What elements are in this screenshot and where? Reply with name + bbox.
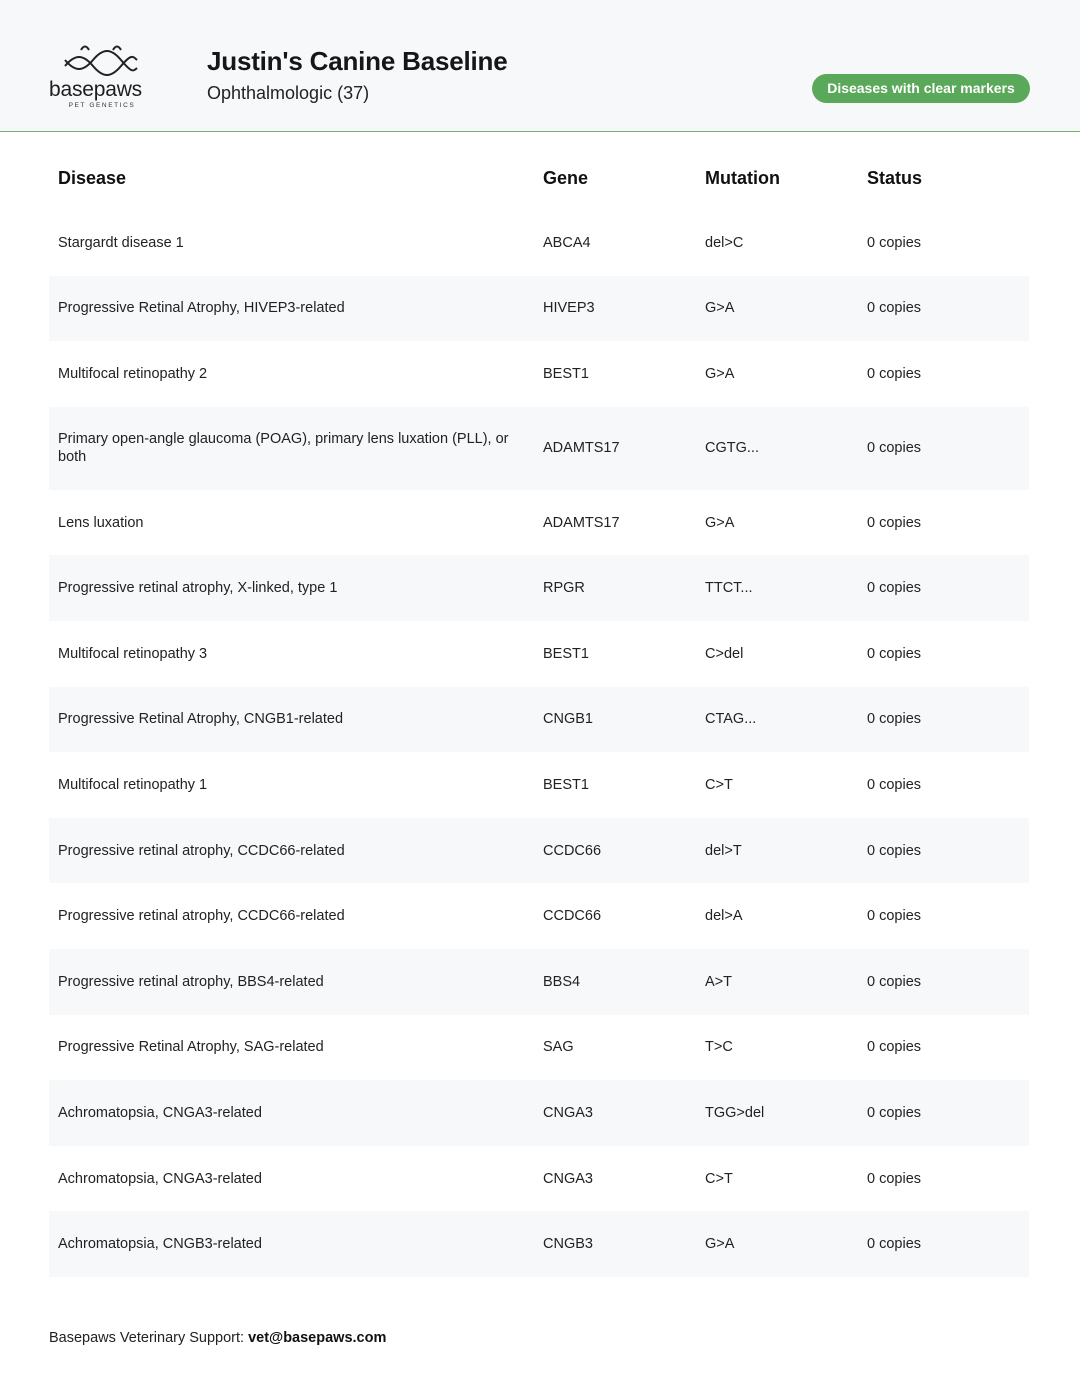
- gene-cell: CNGB3: [543, 1236, 593, 1253]
- gene-cell: BEST1: [543, 365, 589, 382]
- mutation-cell: A>T: [705, 973, 732, 990]
- brand-name: basepaws: [49, 78, 142, 101]
- disease-cell: Stargardt disease 1: [58, 234, 184, 251]
- disease-cell: Progressive retinal atrophy, BBS4-related: [58, 973, 324, 990]
- status-cell: 0 copies: [867, 776, 922, 793]
- table-row: [49, 949, 1029, 1015]
- status-cell: 0 copies: [867, 514, 922, 531]
- mutation-cell: C>T: [705, 1170, 733, 1187]
- disease-cell: Progressive retinal atrophy, X-linked, type 1: [58, 580, 338, 597]
- gene-cell: ADAMTS17: [543, 440, 620, 457]
- mutation-cell: G>A: [705, 365, 735, 382]
- table-row: [49, 752, 1029, 818]
- disease-table: [49, 150, 1029, 1277]
- mutation-cell: G>A: [705, 1236, 735, 1253]
- gene-cell: CNGA3: [543, 1104, 593, 1121]
- disease-cell: Progressive Retinal Atrophy, SAG-related: [58, 1039, 324, 1056]
- disease-cell: Progressive Retinal Atrophy, CNGB1-related: [58, 711, 344, 728]
- mutation-cell: del>C: [705, 234, 744, 251]
- gene-cell: CNGA3: [543, 1170, 593, 1187]
- mutation-cell: T>C: [705, 1039, 733, 1056]
- gene-cell: HIVEP3: [543, 300, 595, 317]
- status-cell: 0 copies: [867, 234, 922, 251]
- disease-cell: Lens luxation: [58, 514, 144, 531]
- brand-logo: [49, 42, 157, 112]
- disease-cell: Progressive retinal atrophy, CCDC66-related: [58, 842, 345, 859]
- gene-cell: ABCA4: [543, 234, 591, 251]
- table-row: [49, 1015, 1029, 1081]
- status-cell: 0 copies: [867, 580, 922, 597]
- table-row: [49, 687, 1029, 753]
- table-row: [49, 341, 1029, 407]
- status-cell: 0 copies: [867, 440, 922, 457]
- table-body: [49, 210, 1029, 1277]
- mutation-cell: C>T: [705, 776, 733, 793]
- brand-tagline: PET GENETICS: [68, 102, 136, 109]
- support-footer: [49, 1330, 386, 1346]
- status-cell: 0 copies: [867, 300, 922, 317]
- gene-cell: CCDC66: [543, 908, 602, 925]
- mutation-cell: G>A: [705, 300, 735, 317]
- disease-cell: Achromatopsia, CNGA3-related: [58, 1104, 262, 1121]
- status-cell: 0 copies: [867, 645, 922, 662]
- mutation-cell: TGG>del: [705, 1104, 765, 1121]
- disease-cell: Progressive Retinal Atrophy, HIVEP3-related: [58, 300, 345, 317]
- table-row: [49, 1080, 1029, 1146]
- mutation-cell: CGTG...: [705, 440, 759, 457]
- mutation-cell: del>A: [705, 908, 743, 925]
- status-cell: 0 copies: [867, 1170, 922, 1187]
- status-cell: 0 copies: [867, 1039, 922, 1056]
- gene-cell: BBS4: [543, 973, 581, 990]
- mutation-cell: G>A: [705, 514, 735, 531]
- status-cell: 0 copies: [867, 908, 922, 925]
- table-row: [49, 490, 1029, 556]
- table-row: [49, 276, 1029, 342]
- support-email-link[interactable]: vet@basepaws.com: [248, 1330, 387, 1346]
- disease-cell: Achromatopsia, CNGB3-related: [58, 1236, 262, 1253]
- header-gene: Gene: [543, 168, 589, 188]
- page-subtitle: Ophthalmologic (37): [207, 83, 370, 103]
- disease-cell: Achromatopsia, CNGA3-related: [58, 1170, 262, 1187]
- table-header: [49, 150, 1029, 210]
- gene-cell: CCDC66: [543, 842, 602, 859]
- mutation-cell: CTAG...: [705, 711, 757, 728]
- gene-cell: ADAMTS17: [543, 514, 620, 531]
- dna-cat-icon: [63, 42, 139, 76]
- table-row: [49, 621, 1029, 687]
- category-badge[interactable]: Diseases with clear markers: [812, 74, 1030, 103]
- disease-cell: Multifocal retinopathy 2: [58, 365, 208, 382]
- report-header: [0, 0, 1080, 132]
- support-label: Basepaws Veterinary Support:: [49, 1330, 249, 1346]
- status-cell: 0 copies: [867, 365, 922, 382]
- gene-cell: RPGR: [543, 580, 585, 597]
- gene-cell: BEST1: [543, 645, 589, 662]
- status-cell: 0 copies: [867, 1104, 922, 1121]
- gene-cell: CNGB1: [543, 711, 593, 728]
- mutation-cell: TTCT...: [705, 580, 753, 597]
- page-title: Justin's Canine Baseline: [207, 46, 508, 76]
- table-row: [49, 555, 1029, 621]
- table-row: [49, 818, 1029, 884]
- mutation-cell: C>del: [705, 645, 744, 662]
- gene-cell: SAG: [543, 1039, 574, 1056]
- status-cell: 0 copies: [867, 711, 922, 728]
- disease-cell: Primary open-angle glaucoma (POAG), primary lens luxation (PLL), or both: [58, 431, 509, 466]
- header-mutation: Mutation: [705, 168, 780, 188]
- mutation-cell: del>T: [705, 842, 742, 859]
- table-row: [49, 407, 1029, 490]
- header-status: Status: [867, 168, 923, 188]
- disease-cell: Multifocal retinopathy 3: [58, 645, 208, 662]
- disease-cell: Progressive retinal atrophy, CCDC66-related: [58, 908, 345, 925]
- status-cell: 0 copies: [867, 973, 922, 990]
- table-row: [49, 210, 1029, 276]
- gene-cell: BEST1: [543, 776, 589, 793]
- status-cell: 0 copies: [867, 1236, 922, 1253]
- disease-cell: Multifocal retinopathy 1: [58, 776, 208, 793]
- table-row: [49, 1211, 1029, 1277]
- status-cell: 0 copies: [867, 842, 922, 859]
- table-row: [49, 883, 1029, 949]
- table-row: [49, 1146, 1029, 1212]
- header-disease: Disease: [58, 168, 127, 188]
